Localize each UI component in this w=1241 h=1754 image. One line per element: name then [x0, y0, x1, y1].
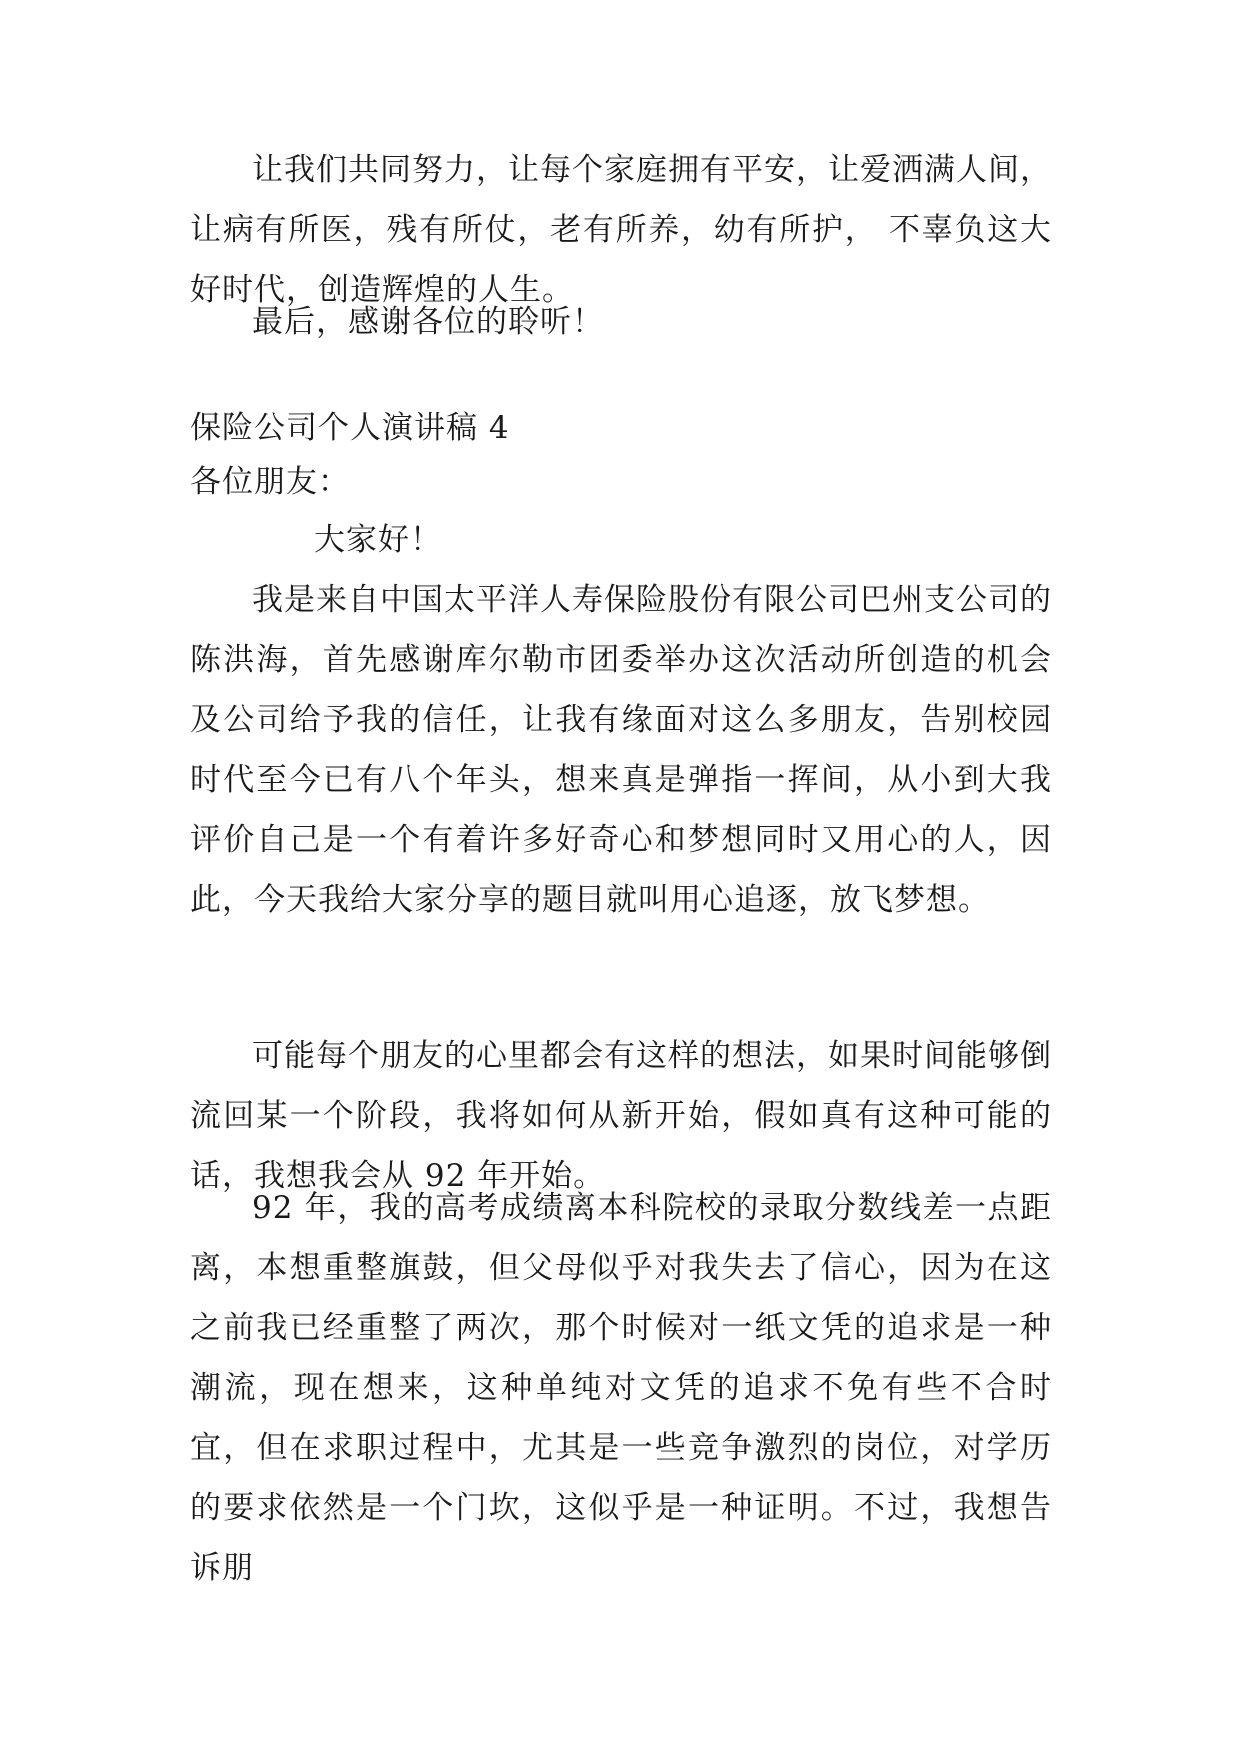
section-title: 保险公司个人演讲稿 4	[190, 410, 510, 446]
closing-paragraph: 让我们共同努力，让每个家庭拥有平安，让爱洒满人间，让病有所医，残有所仗，老有所养，幼有所护， 不辜负这大好时代，创造辉煌的人生。	[190, 152, 1052, 308]
salutation: 各位朋友：	[190, 464, 350, 500]
greeting: 大家好！	[314, 522, 442, 558]
body-paragraph: 92 年，我的高考成绩离本科院校的录取分数线差一点距离，本想重整旗鼓，但父母似乎对我失去了信心，因为在这之前我已经重整了两次，那个时候对一纸文凭的追求是一种潮流，现在想来，这种单纯对文凭的追求不免有些不合时宜，但在求职过程中，尤其是一些竞争激烈的岗位，对学历的要求依然是一个门坎，这似乎是一种证明。不过，我想告诉朋	[190, 1190, 1052, 1586]
body-paragraph: 我是来自中国太平洋人寿保险股份有限公司巴州支公司的陈洪海，首先感谢库尔勒市团委举办这次活动所创造的机会及公司给予我的信任，让我有缘面对这么多朋友，告别校园时代至今已有八个年头，想来真是弹指一挥间，从小到大我评价自己是一个有着许多好奇心和梦想同时又用心的人，因此，今天我给大家分享的题目就叫用心追逐，放飞梦想。	[190, 582, 1052, 918]
thanks-paragraph: 最后，感谢各位的聆听！	[252, 304, 604, 340]
body-paragraph: 可能每个朋友的心里都会有这样的想法，如果时间能够倒流回某一个阶段，我将如何从新开始，假如真有这种可能的话，我想我会从 92 年开始。	[190, 1038, 1052, 1194]
